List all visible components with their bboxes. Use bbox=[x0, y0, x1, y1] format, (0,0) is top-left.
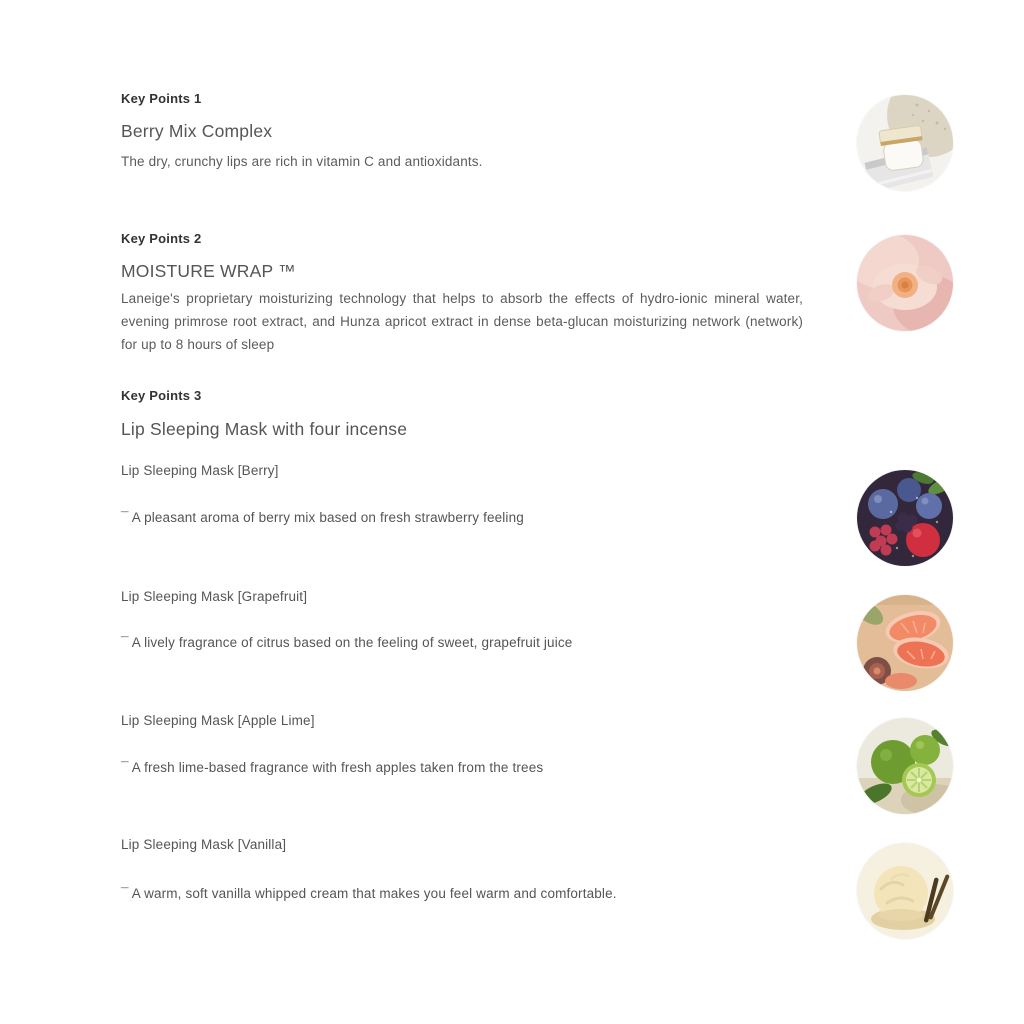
key-points-1-title: Berry Mix Complex bbox=[121, 121, 273, 141]
lip-mask-jar-product-photo bbox=[857, 95, 953, 191]
vanilla-ice-cream-photo bbox=[857, 843, 953, 939]
key-points-2-heading: Key Points 2 bbox=[121, 231, 202, 246]
variant-apple-lime-description: ¯ A fresh lime-based fragrance with fresh apples taken from the trees bbox=[121, 760, 544, 775]
key-points-2-body: Laneige's proprietary moisturizing technology that helps to absorb the effects of hydro-ionic mineral water, evening primrose root extract, and Hunza apricot extract in dense beta-glucan moisturizing network (network) for up to 8 hours of sleep bbox=[121, 291, 803, 352]
mixed-berries-photo bbox=[857, 470, 953, 566]
fresh-limes-photo bbox=[857, 718, 953, 814]
key-points-3-title: Lip Sleeping Mask with four incense bbox=[121, 419, 408, 439]
grapefruit-slices-photo bbox=[857, 595, 953, 691]
variant-apple-lime-name: Lip Sleeping Mask [Apple Lime] bbox=[121, 713, 315, 728]
variant-grapefruit-description: ¯ A lively fragrance of citrus based on the feeling of sweet, grapefruit juice bbox=[121, 635, 573, 650]
key-points-1-body: The dry, crunchy lips are rich in vitamin C and antioxidants. bbox=[121, 154, 483, 169]
key-points-2-title: MOISTURE WRAP ™ bbox=[121, 261, 296, 281]
variant-grapefruit-name: Lip Sleeping Mask [Grapefruit] bbox=[121, 589, 308, 604]
variant-berry-description: ¯ A pleasant aroma of berry mix based on fresh strawberry feeling bbox=[121, 510, 524, 525]
hand-holding-apricot-photo bbox=[857, 235, 953, 331]
variant-berry-name: Lip Sleeping Mask [Berry] bbox=[121, 463, 279, 478]
key-points-3-heading: Key Points 3 bbox=[121, 388, 202, 403]
variant-vanilla-name: Lip Sleeping Mask [Vanilla] bbox=[121, 837, 287, 852]
key-points-1-heading: Key Points 1 bbox=[121, 91, 202, 106]
variant-vanilla-description: ¯ A warm, soft vanilla whipped cream that makes you feel warm and comfortable. bbox=[121, 886, 617, 901]
